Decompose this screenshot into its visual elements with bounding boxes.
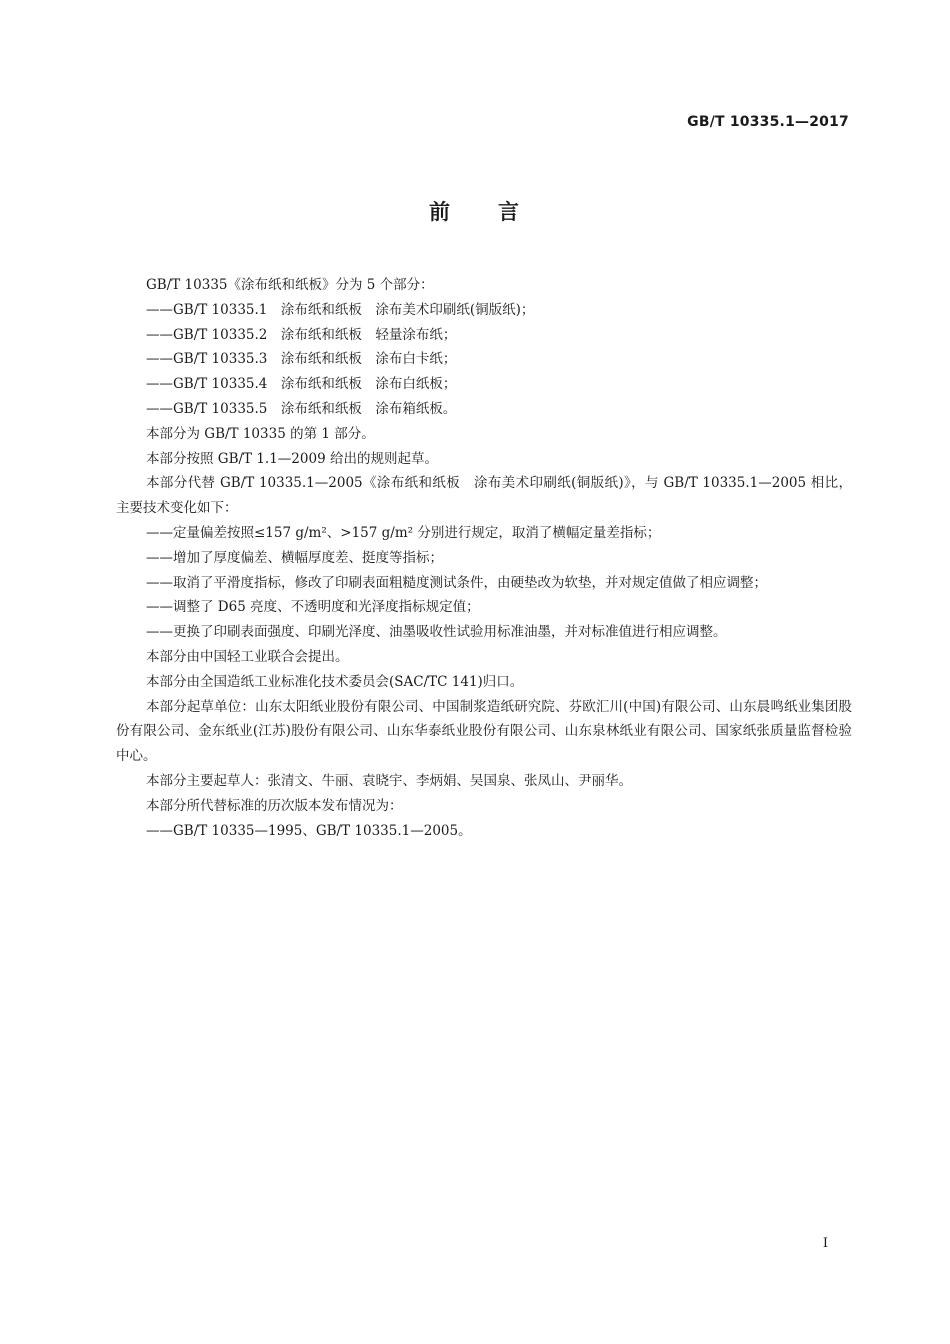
foreword-body [116,273,852,843]
paragraph: 本部分由全国造纸工业标准化技术委员会(SAC/TC 141)归口。 [146,673,524,690]
paragraph: GB/T 10335《涂布纸和纸板》分为 5 个部分： [146,277,434,293]
standard-number: GB/T 10335.1—2017 [687,114,849,130]
list-item: ——GB/T 10335.3 涂布纸和纸板 涂布白卡纸； [146,351,457,368]
list-item: ——GB/T 10335.1 涂布纸和纸板 涂布美术印刷纸(铜版纸)； [146,301,535,318]
list-item: ——调整了 D65 亮度、不透明度和光泽度指标规定值； [146,599,480,616]
list-item: ——GB/T 10335.5 涂布纸和纸板 涂布箱纸板。 [146,400,457,417]
paragraph: 本部分为 GB/T 10335 的第 1 部分。 [146,425,375,442]
paragraph: 本部分代替 GB/T 10335.1—2005《涂布纸和纸板 涂布美术印刷纸(铜版纸)》，与 GB/T 10335.1—2005 相比，主要技术变化如下： [116,475,852,517]
list-item: ——取消了平滑度指标，修改了印刷表面粗糙度测试条件，由硬垫改为软垫，并对规定值做了相应调整； [146,574,767,591]
list-item: ——GB/T 10335.2 涂布纸和纸板 轻量涂布纸； [146,326,457,343]
list-item: ——GB/T 10335.4 涂布纸和纸板 涂布白纸板； [146,376,457,393]
paragraph: 本部分起草单位：山东太阳纸业股份有限公司、中国制浆造纸研究院、芬欧汇川(中国)有限公司、山东晨鸣纸业集团股份有限公司、金东纸业(江苏)股份有限公司、山东华泰纸业股份有限公司、山东泉林纸业有限公司、国家纸张质量监督检验中心。 [116,698,852,765]
paragraph: 本部分所代替标准的历次版本发布情况为： [146,797,403,814]
paragraph: 本部分主要起草人：张清文、牛丽、袁晓宇、李炳娟、吴国泉、张凤山、尹丽华。 [146,772,632,789]
page-title [0,196,950,226]
list-item: ——定量偏差按照≤157 g/m²、>157 g/m² 分别进行规定，取消了横幅定量差指标； [146,524,661,541]
list-item: ——更换了印刷表面强度、印刷光泽度、油墨吸收性试验用标准油墨，并对标准值进行相应调整。 [146,624,727,641]
title-char-1: 前 [429,200,452,224]
list-item: ——增加了厚度偏差、横幅厚度差、挺度等指标； [146,549,443,566]
page-number: I [822,1236,828,1251]
paragraph: 本部分按照 GB/T 1.1—2009 给出的规则起草。 [146,450,438,467]
paragraph: 本部分由中国轻工业联合会提出。 [146,648,349,665]
title-char-2: 言 [498,200,521,224]
list-item: ——GB/T 10335—1995、GB/T 10335.1—2005。 [146,822,472,839]
